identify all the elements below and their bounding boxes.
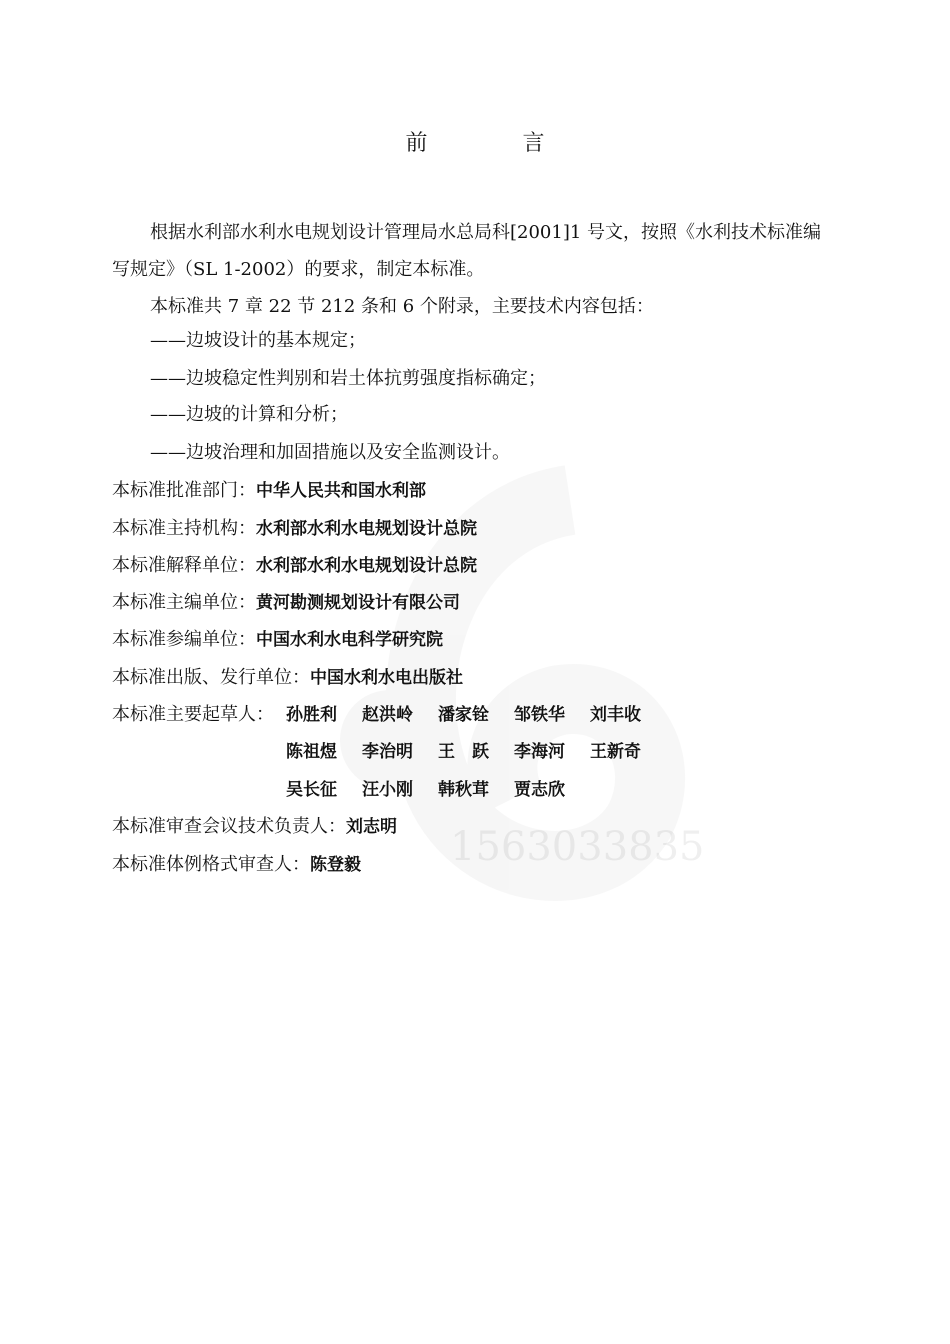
info-label: 本标准体例格式审查人：	[112, 854, 310, 875]
drafter-name: 韩秋茸	[438, 780, 489, 800]
drafter-name: 吴长征	[286, 780, 337, 800]
info-label: 本标准审查会议技术负责人：	[112, 816, 346, 837]
list-item: ——边坡治理和加固措施以及安全监测设计。	[150, 442, 510, 463]
info-value: 刘志明	[346, 817, 397, 837]
info-row-chief-editor	[112, 588, 460, 614]
info-label: 本标准解释单位：	[112, 555, 256, 576]
drafter-name: 陈祖煜	[286, 742, 337, 762]
info-row-drafters	[112, 700, 274, 726]
drafter-name: 李治明	[362, 742, 413, 762]
drafter-name: 赵洪岭	[362, 705, 413, 725]
drafter-name: 孙胜利	[286, 705, 337, 725]
info-value: 中国水利水电科学研究院	[256, 630, 443, 650]
info-label: 本标准主持机构：	[112, 518, 256, 539]
info-row-interpretation	[112, 551, 477, 577]
info-row-publisher	[112, 663, 463, 689]
list-item: ——边坡设计的基本规定；	[150, 330, 366, 351]
info-row-review-lead	[112, 812, 397, 838]
drafters-row	[286, 737, 666, 762]
info-value: 陈登毅	[310, 855, 361, 875]
info-label: 本标准主要起草人：	[112, 704, 274, 725]
drafter-name: 刘丰收	[590, 705, 641, 725]
watermark-text: 1563033835	[450, 824, 705, 870]
info-row-format-reviewer	[112, 850, 361, 876]
info-label: 本标准参编单位：	[112, 629, 256, 650]
info-label: 本标准批准部门：	[112, 480, 256, 501]
content-summary: 本标准共 7 章 22 节 212 条和 6 个附录，主要技术内容包括：	[150, 296, 654, 317]
drafters-row	[286, 700, 666, 725]
list-item: ——边坡的计算和分析；	[150, 404, 348, 425]
drafter-name: 邹铁华	[514, 705, 565, 725]
drafter-name: 王新奇	[590, 742, 641, 762]
list-item: ——边坡稳定性判别和岩土体抗剪强度指标确定；	[150, 368, 546, 389]
info-value: 黄河勘测规划设计有限公司	[256, 593, 460, 613]
info-row-approval	[112, 476, 426, 502]
info-label: 本标准出版、发行单位：	[112, 667, 310, 688]
info-row-host	[112, 514, 477, 540]
info-value: 水利部水利水电规划设计总院	[256, 519, 477, 539]
drafter-name: 李海河	[514, 742, 565, 762]
intro-paragraph: 根据水利部水利水电规划设计管理局水总局科[2001]1 号文，按照《水利技术标准编写规定》（SL 1-2002）的要求，制定本标准。	[112, 222, 822, 280]
info-value: 水利部水利水电规划设计总院	[256, 556, 477, 576]
drafter-name: 王 跃	[438, 742, 489, 762]
page-title: 前 言	[405, 131, 589, 156]
drafters-row	[286, 775, 590, 800]
info-row-participants	[112, 625, 443, 651]
info-value: 中国水利水电出版社	[310, 668, 463, 688]
drafter-name: 潘家铨	[438, 705, 489, 725]
info-value: 中华人民共和国水利部	[256, 481, 426, 501]
drafter-name: 汪小刚	[362, 780, 413, 800]
drafter-name: 贾志欣	[514, 780, 565, 800]
info-label: 本标准主编单位：	[112, 592, 256, 613]
